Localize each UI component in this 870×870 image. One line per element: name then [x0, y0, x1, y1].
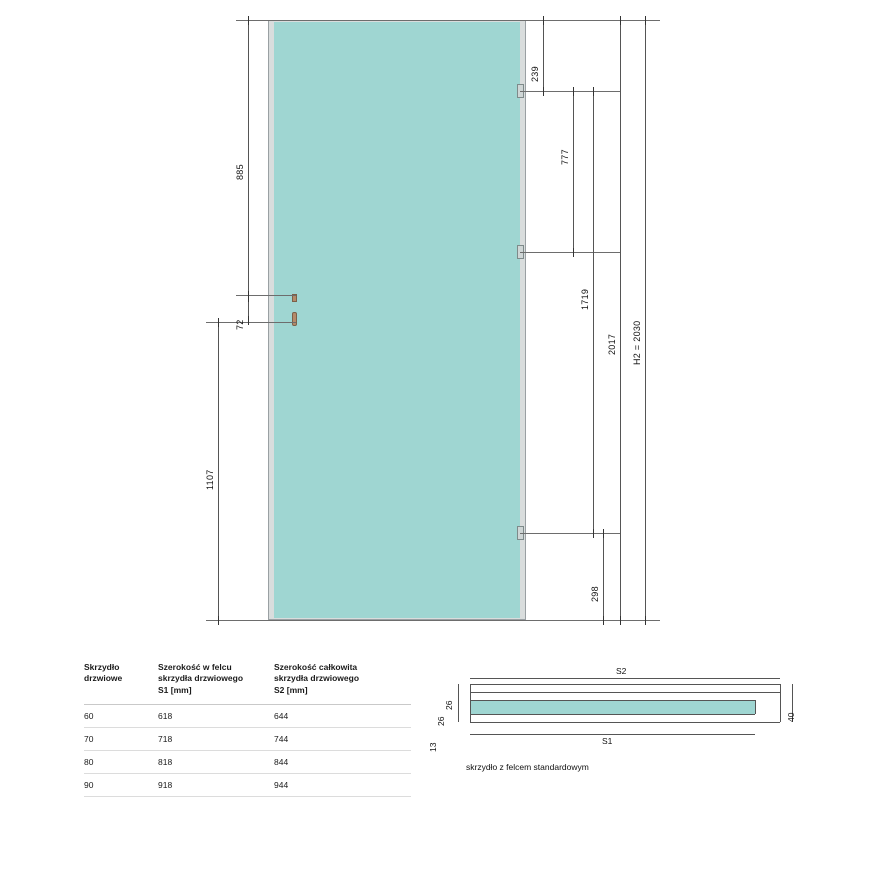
tick-1719-top	[593, 87, 594, 96]
cell-leaf: 70	[84, 734, 94, 745]
section-core-bottom	[470, 714, 755, 715]
dim-line-s1	[470, 734, 755, 735]
table-row	[84, 751, 411, 774]
tick-1107-top	[218, 318, 219, 327]
ext-right-bottom	[526, 620, 660, 621]
tick-h2-top	[645, 16, 646, 25]
cell-s2: 744	[274, 734, 289, 745]
ext-line-top	[236, 20, 526, 21]
ext-line-bottom	[206, 620, 526, 621]
door-leaf	[274, 22, 520, 618]
dim-s2: S2	[616, 666, 627, 676]
section-core-top	[470, 700, 755, 701]
dim-26: 26	[444, 700, 454, 710]
dim-s1: S1	[602, 736, 613, 746]
dim-72: 72	[235, 319, 245, 330]
section-core	[470, 700, 755, 714]
tick-885-top	[248, 16, 249, 25]
section-caption: skrzydło z felcem standardowym	[466, 762, 589, 772]
cell-s1: 718	[158, 734, 173, 745]
dim-239: 239	[530, 66, 540, 82]
tick-298-bottom	[603, 616, 604, 625]
cell-s2: 844	[274, 757, 289, 768]
section-core-right	[755, 700, 756, 714]
cell-leaf: 90	[84, 780, 94, 791]
dim-26b: 26	[436, 716, 446, 726]
dim-line-2017	[620, 20, 621, 620]
dim-line-h2	[645, 20, 646, 620]
dim-line-s2	[470, 678, 780, 679]
dim-1719: 1719	[580, 288, 590, 310]
size-table	[84, 658, 411, 797]
dim-1107: 1107	[205, 469, 215, 490]
tick-239-top	[543, 16, 544, 25]
cell-leaf: 80	[84, 757, 94, 768]
dim-line-298	[603, 533, 604, 620]
dim-line-1107	[218, 322, 219, 620]
ext-right-top	[526, 20, 660, 21]
header-cell-s2	[274, 662, 411, 696]
dim-line-885	[248, 20, 249, 295]
header-s1-line1: Szerokość w felcu	[158, 662, 232, 672]
tick-72-bottom	[248, 316, 249, 325]
cell-leaf: 60	[84, 711, 94, 722]
tick-239-bottom	[543, 87, 544, 96]
section-right-edge	[780, 684, 781, 722]
handle-icon	[292, 312, 297, 326]
cell-s1: 618	[158, 711, 173, 722]
tick-2017-top	[620, 16, 621, 25]
dim-line-26b	[458, 700, 459, 714]
cell-s2: 944	[274, 780, 289, 791]
section-top-line	[470, 684, 780, 685]
header-s2-line1: Szerokość całkowita	[274, 662, 358, 672]
section-bottom-line	[470, 722, 780, 723]
table-header-row	[84, 658, 411, 705]
tick-2017-bottom	[620, 616, 621, 625]
section-top-line2	[470, 692, 780, 693]
tick-777-bottom	[573, 248, 574, 257]
tick-h2-bottom	[645, 616, 646, 625]
dim-h2: H2 = 2030	[632, 320, 642, 365]
tick-777-top	[573, 87, 574, 96]
dim-13: 13	[428, 742, 438, 752]
tick-72-top	[248, 293, 249, 302]
dim-line-13	[458, 714, 459, 722]
tick-298-top	[603, 529, 604, 538]
header-cell-s1	[158, 662, 274, 696]
table-row	[84, 705, 411, 728]
cell-s1: 918	[158, 780, 173, 791]
header-leaf-line2: drzwiowe	[84, 673, 123, 684]
dim-line-1719	[593, 91, 594, 533]
table-row	[84, 774, 411, 797]
dim-298: 298	[590, 586, 600, 602]
header-s1-line3: S1 [mm]	[158, 684, 192, 695]
tick-1107-bottom	[218, 616, 219, 625]
ext-right-hinge-top	[520, 91, 620, 92]
section-left-edge	[470, 684, 471, 722]
ext-right-hinge-mid	[520, 252, 620, 253]
header-cell-leaf	[84, 662, 158, 696]
dim-line-26	[458, 684, 459, 700]
header-s1-line2: skrzydła drzwiowego	[158, 673, 244, 684]
header-s2-line3: S2 [mm]	[274, 684, 308, 695]
dim-777: 777	[560, 149, 570, 165]
ext-line-885	[236, 295, 296, 296]
table-row	[84, 728, 411, 751]
dim-line-239	[543, 20, 544, 91]
header-s2-line2: skrzydła drzwiowego	[274, 673, 360, 684]
dim-885: 885	[235, 164, 245, 180]
dim-line-777	[573, 91, 574, 252]
dim-2017: 2017	[607, 333, 617, 355]
leaf-section-detail	[428, 666, 820, 780]
cell-s1: 818	[158, 757, 173, 768]
dim-40: 40	[786, 712, 796, 722]
ext-right-hinge-bottom	[520, 533, 620, 534]
ext-line-72	[206, 322, 296, 323]
tick-1719-bottom	[593, 529, 594, 538]
header-leaf-line1: Skrzydło	[84, 662, 120, 672]
cell-s2: 644	[274, 711, 289, 722]
